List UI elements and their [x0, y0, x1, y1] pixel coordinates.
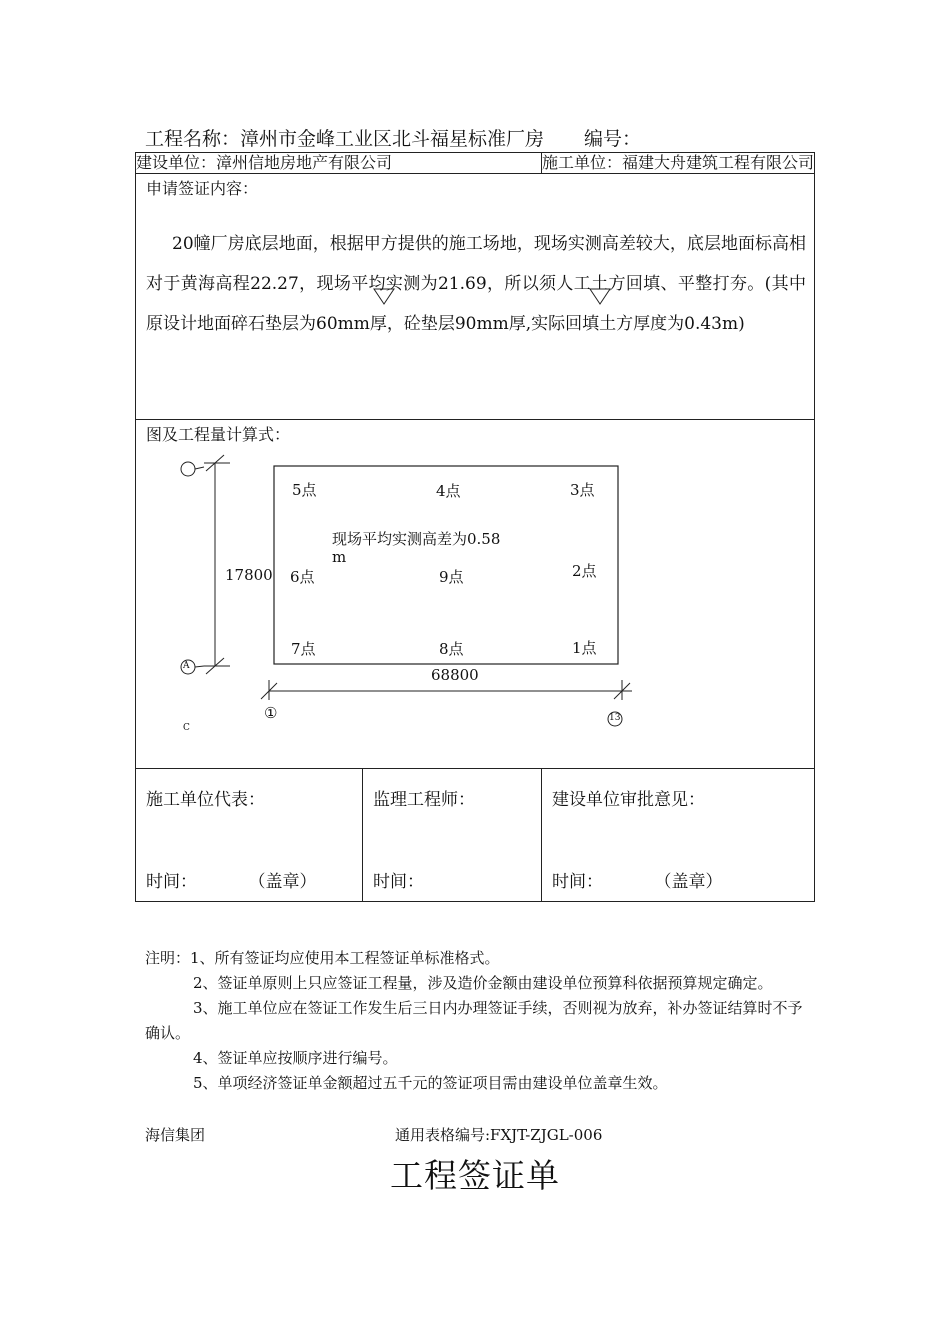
owner-approval-label: 建设单位审批意见： — [551, 790, 705, 810]
point-8: 8点 — [439, 640, 464, 658]
note-3: 3、施工单位应在签证工作发生后三日内办理签证手续，否则视为放弃，补办签证结算时不予确认。 — [145, 999, 803, 1042]
contractor-seal-label: （盖章） — [257, 872, 317, 892]
drawing-row — [136, 420, 815, 769]
parties-row — [136, 153, 815, 174]
owner-seal-label: （盖章） — [662, 872, 723, 892]
point-4: 4点 — [436, 482, 461, 500]
axis-label-a: A — [183, 661, 190, 671]
point-5: 5点 — [292, 481, 317, 499]
owner-approval-cell — [541, 769, 814, 902]
footer-org: 海信集团 — [145, 1126, 206, 1144]
site-plan-drawing — [136, 420, 814, 768]
visa-form-table — [135, 152, 815, 902]
contractor-cell: 施工单位：福建大舟建筑工程有限公司 — [541, 153, 814, 172]
drawing-cell — [136, 420, 815, 769]
builder-cell: 建设单位：漳州信地房地产有限公司 — [136, 153, 542, 174]
point-2: 2点 — [572, 562, 597, 580]
axis-label-13: 13 — [609, 713, 621, 723]
drawing-label: 图及工程量计算式： — [146, 425, 291, 444]
height-diff-note-line2: m — [332, 548, 347, 566]
note-1: 注明：1、所有签证均应使用本工程签证单标准格式。 — [145, 949, 500, 967]
request-row — [136, 174, 815, 420]
axis-label-1: ① — [264, 704, 278, 722]
contractor-time-line — [146, 867, 317, 892]
point-9: 9点 — [439, 568, 464, 586]
project-title-line — [145, 124, 641, 151]
signature-row — [136, 769, 815, 902]
note-2: 2、签证单原则上只应签证工程量，涉及造价金额由建设单位预算科依据预算规定确定。 — [193, 974, 773, 992]
elevation-marker-1 — [372, 287, 398, 307]
request-label: 申请签证内容： — [146, 179, 259, 198]
notes-section — [145, 946, 810, 1096]
supervisor-time-label: 时间： — [373, 872, 424, 892]
height-diff-note — [332, 530, 500, 566]
supervisor-cell — [363, 769, 542, 902]
axis-label-c: C — [183, 723, 190, 733]
point-6: 6点 — [290, 568, 315, 586]
dimension-horizontal-label: 68800 — [431, 666, 479, 684]
project-name: 工程名称：漳州市金峰工业区北斗福星标准厂房 — [145, 128, 545, 150]
dimension-vertical-label: 17800 — [225, 566, 273, 584]
contractor-rep-label: 施工单位代表： — [146, 790, 265, 810]
note-4: 4、签证单应按顺序进行编号。 — [193, 1049, 398, 1067]
contractor-time-label: 时间： — [146, 872, 197, 892]
point-1: 1点 — [572, 639, 597, 657]
request-cell — [136, 174, 815, 420]
supervisor-label: 监理工程师： — [373, 790, 475, 810]
owner-time-label: 时间： — [551, 872, 603, 892]
number-label: 编号： — [584, 128, 642, 150]
point-3: 3点 — [570, 481, 595, 499]
document-title: 工程签证单 — [390, 1156, 560, 1195]
elevation-marker-2 — [588, 287, 614, 307]
owner-time-line — [552, 867, 723, 892]
contractor-rep-cell — [136, 769, 363, 902]
request-body: 20幢厂房底层地面，根据甲方提供的施工场地，现场实测高差较大，底层地面标高相对于黄海高程22.27，现场平均实测为21.69，所以须人工土方回填、平整打夯。(其中原设计地面碎石垫层为60mm厚，砼垫层90mm厚,实际回填土方厚度为0.43m) — [146, 234, 806, 334]
footer-form-code: 通用表格编号:FXJT-ZJGL-006 — [395, 1126, 603, 1144]
point-7: 7点 — [291, 640, 316, 658]
height-diff-note-line1: 现场平均实测高差为0.58 — [332, 530, 501, 548]
note-5: 5、单项经济签证单金额超过五千元的签证项目需由建设单位盖章生效。 — [193, 1074, 668, 1092]
axis-bubble-c — [181, 462, 195, 476]
